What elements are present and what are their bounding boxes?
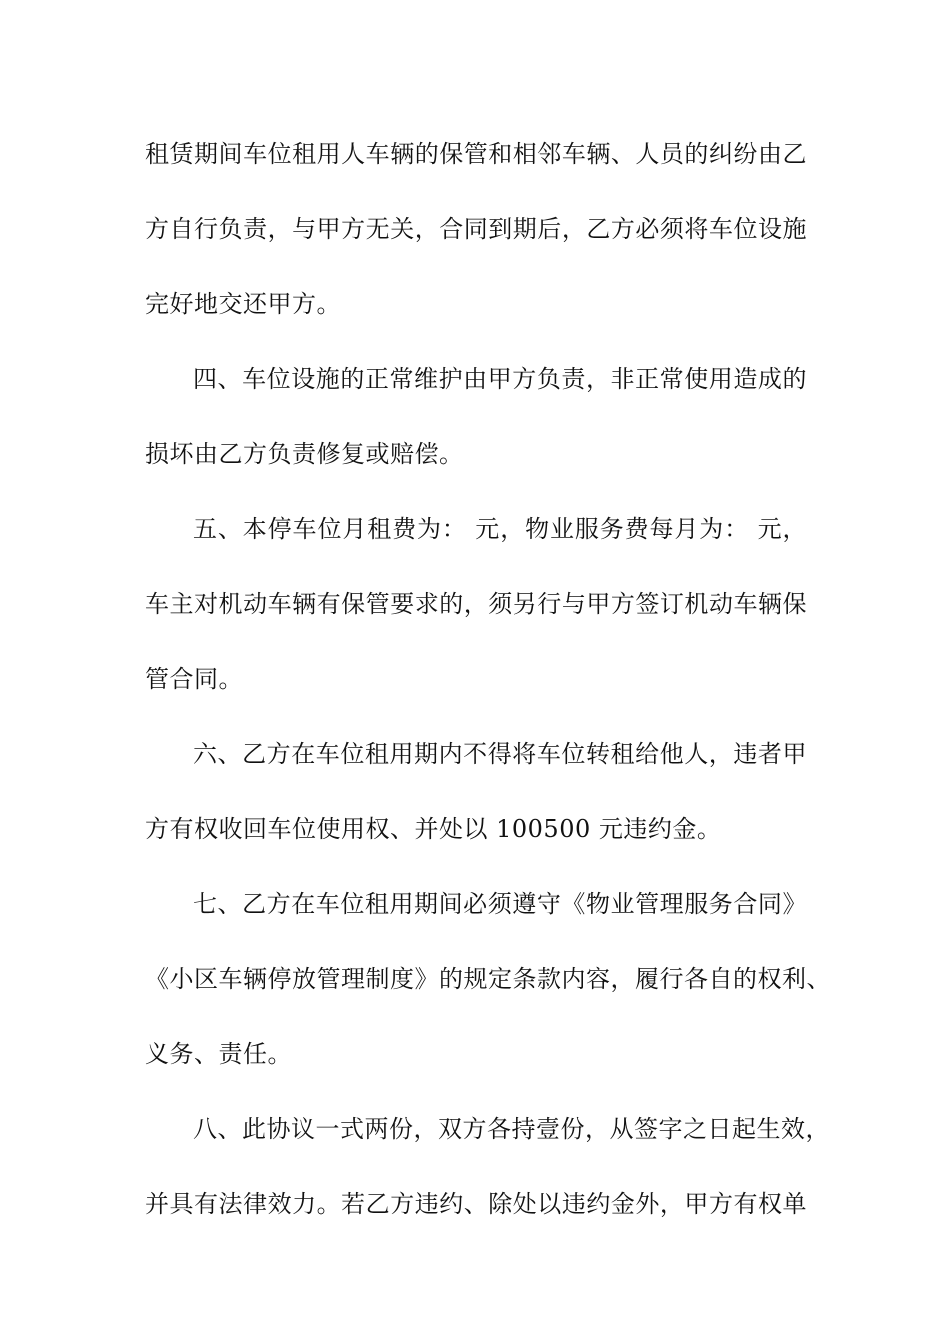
text-line: 七、乙方在车位租用期间必须遵守《物业管理服务合同》 <box>193 890 807 918</box>
text-line: 租赁期间车位租用人车辆的保管和相邻车辆、人员的纠纷由乙 <box>145 140 807 168</box>
text-line: 损坏由乙方负责修复或赔偿。 <box>145 440 464 468</box>
text-line: 四、车位设施的正常维护由甲方负责，非正常使用造成的 <box>193 365 807 393</box>
text-line: 六、乙方在车位租用期内不得将车位转租给他人，违者甲 <box>193 740 807 768</box>
text-line: 并具有法律效力。若乙方违约、除处以违约金外，甲方有权单 <box>145 1190 807 1218</box>
document-body <box>145 134 831 1259</box>
text-line: 义务、责任。 <box>145 1040 292 1068</box>
text-line: 方自行负责，与甲方无关，合同到期后，乙方必须将车位设施 <box>145 215 807 243</box>
text-line: 管合同。 <box>145 665 243 693</box>
text-line: 《小区车辆停放管理制度》的规定条款内容，履行各自的权利、 <box>145 965 831 993</box>
text-line: 完好地交还甲方。 <box>145 290 341 318</box>
text-line: 五、本停车位月租费为： 元，物业服务费每月为： 元， <box>193 515 807 543</box>
text-line: 八、此协议一式两份，双方各持壹份，从签字之日起生效， <box>193 1115 830 1143</box>
text-line: 方有权收回车位使用权、并处以 100500 元违约金。 <box>145 815 722 843</box>
text-line: 车主对机动车辆有保管要求的，须另行与甲方签订机动车辆保 <box>145 590 807 618</box>
